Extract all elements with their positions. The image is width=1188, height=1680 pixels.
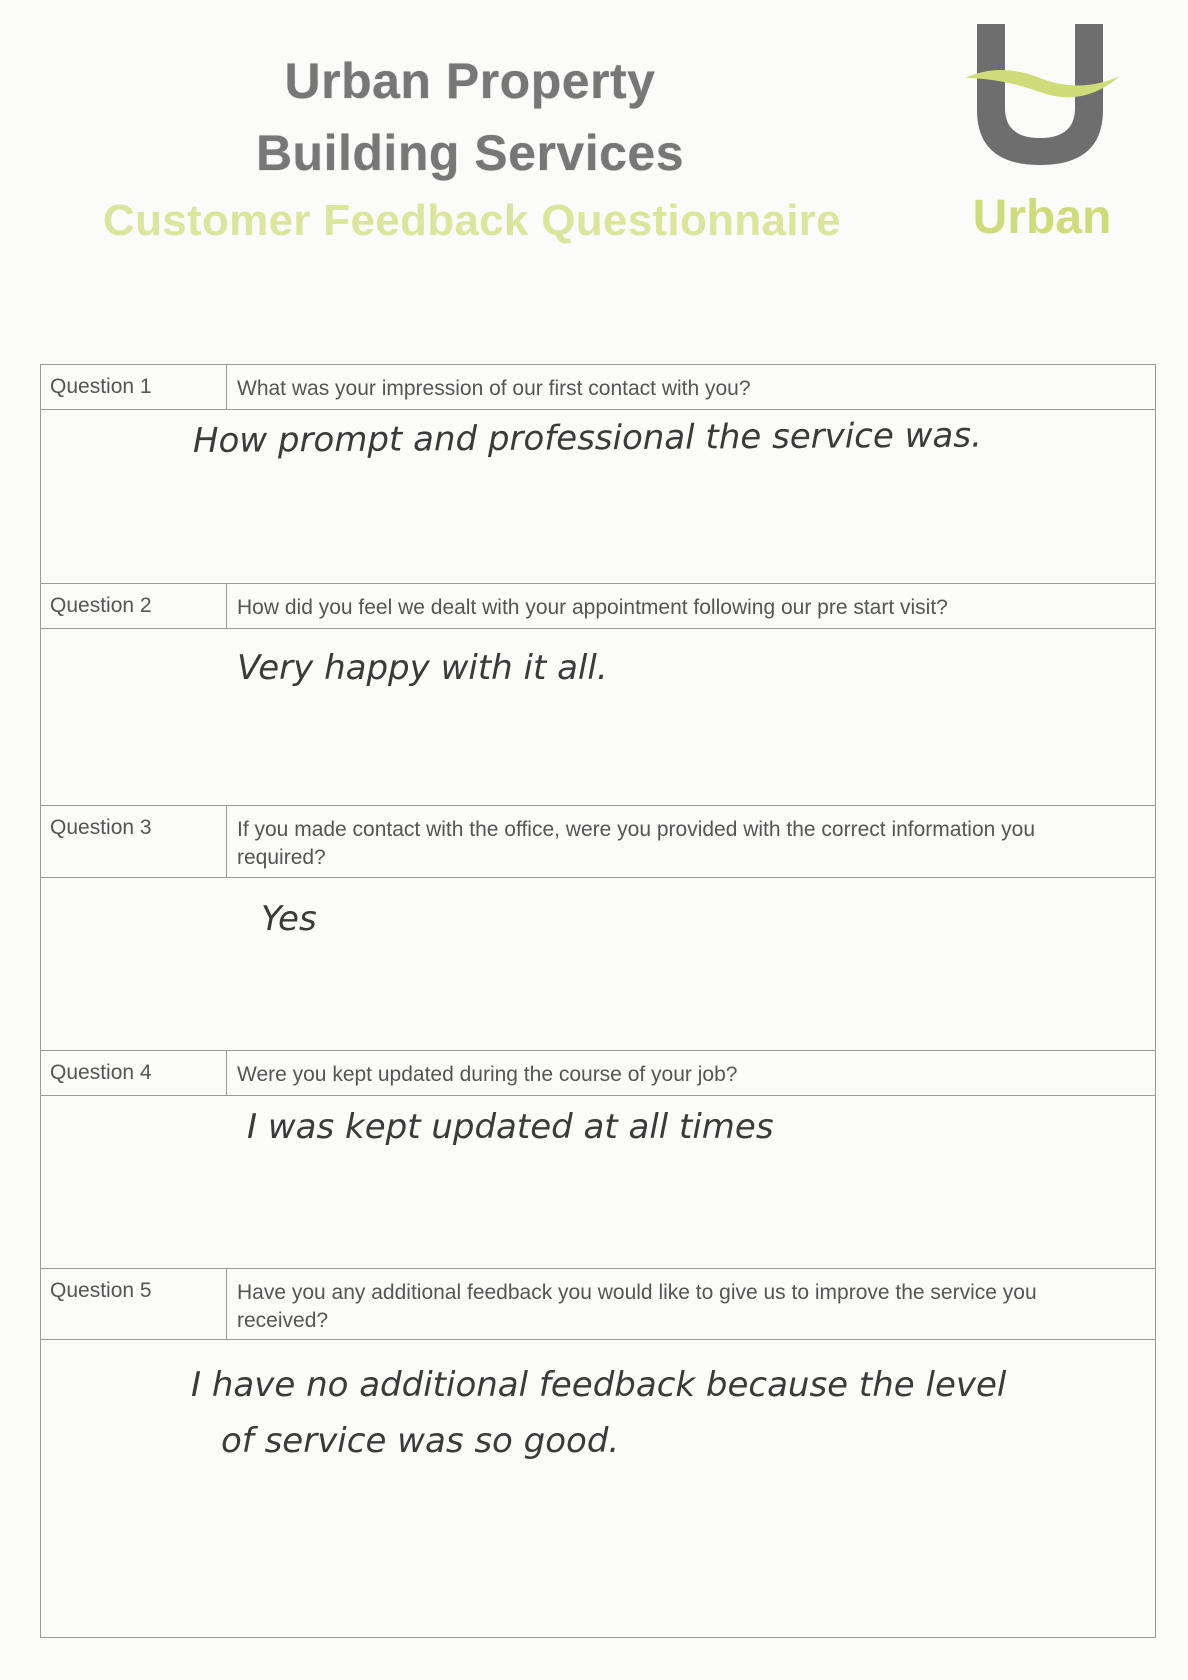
- answer-1-box[interactable]: [41, 410, 1155, 585]
- question-number: Question 3: [41, 806, 227, 877]
- questionnaire-title: Customer Feedback Questionnaire: [103, 196, 841, 245]
- question-number: Question 1: [41, 365, 227, 409]
- company-name-line1: Urban Property: [284, 53, 656, 109]
- company-name-line2: Building Services: [255, 125, 685, 181]
- question-text: Were you kept updated during the course of your job?: [237, 1063, 738, 1086]
- question-5-header: [41, 1268, 1155, 1340]
- answer-3-text: Yes: [261, 899, 317, 939]
- question-number: Question 2: [41, 584, 227, 628]
- answer-2-text: Very happy with it all.: [237, 648, 608, 688]
- answer-5-text-line1: I have no additional feedback because the level: [191, 1365, 1007, 1405]
- logo-wordmark: Urban: [972, 191, 1112, 244]
- answer-2-box[interactable]: [41, 629, 1155, 805]
- question-text: Have you any additional feedback you would like to give us to improve the service you received?: [237, 1281, 1037, 1332]
- answer-4-box[interactable]: [41, 1096, 1155, 1268]
- question-2-header: [41, 583, 1155, 629]
- answer-3-box[interactable]: [41, 878, 1155, 1050]
- feedback-form: [40, 364, 1156, 1638]
- urban-logo: [955, 20, 1135, 244]
- answer-5-box[interactable]: [41, 1340, 1155, 1637]
- question-number: Question 4: [41, 1051, 227, 1095]
- question-number: Question 5: [41, 1269, 227, 1339]
- answer-4-text: I was kept updated at all times: [247, 1107, 774, 1147]
- question-4-header: [41, 1050, 1155, 1096]
- question-1-header: [41, 365, 1155, 410]
- question-text: What was your impression of our first contact with you?: [237, 377, 751, 400]
- urban-u-icon: [955, 20, 1135, 190]
- answer-1-text: How prompt and professional the service was.: [192, 415, 982, 461]
- question-3-header: [41, 805, 1155, 878]
- document-header: [0, 0, 1188, 300]
- question-text: If you made contact with the office, were you provided with the correct information you required?: [237, 818, 1036, 869]
- question-text: How did you feel we dealt with your appointment following our pre start visit?: [237, 596, 948, 619]
- answer-5-text-line2: of service was so good.: [221, 1421, 620, 1461]
